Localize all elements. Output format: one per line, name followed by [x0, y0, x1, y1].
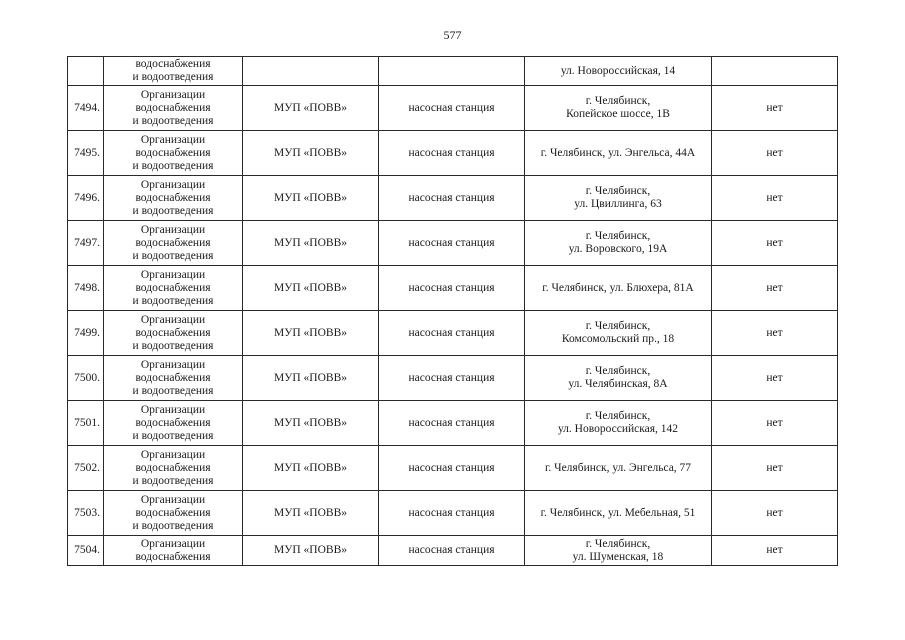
activity-line: Организации	[140, 358, 206, 371]
activity-line: и водоотведения	[132, 339, 214, 352]
organization-cell: МУП «ПОВВ»	[243, 401, 379, 446]
activity-line: Организации	[140, 493, 206, 506]
organization-cell: МУП «ПОВВ»	[243, 86, 379, 131]
activity-line: и водоотведения	[132, 519, 214, 532]
activity-line: Организации	[140, 537, 206, 550]
activity-cell	[104, 57, 243, 86]
table-row	[68, 536, 838, 566]
activity-line: водоснабжения	[135, 236, 211, 249]
row-number-cell: 7499.	[68, 311, 104, 356]
activity-line: и водоотведения	[132, 384, 214, 397]
flag-cell: нет	[712, 356, 838, 401]
address-line: г. Челябинск,	[585, 410, 651, 422]
table-row	[68, 356, 838, 401]
activity-cell	[104, 401, 243, 446]
activity-line: Организации	[140, 133, 206, 146]
organization-cell	[243, 57, 379, 86]
address-cell	[525, 131, 712, 176]
activity-cell	[104, 131, 243, 176]
flag-cell: нет	[712, 446, 838, 491]
address-line: ул. Новороссийская, 14	[560, 64, 676, 77]
row-number-cell	[68, 57, 104, 86]
row-number-cell: 7504.	[68, 536, 104, 566]
row-number-cell: 7497.	[68, 221, 104, 266]
address-cell	[525, 221, 712, 266]
table-row	[68, 176, 838, 221]
address-line: г. Челябинск, ул. Энгельса, 44А	[540, 146, 696, 159]
flag-cell: нет	[712, 266, 838, 311]
address-line: г. Челябинск,	[585, 537, 651, 550]
organization-cell: МУП «ПОВВ»	[243, 131, 379, 176]
table-body	[68, 57, 838, 566]
object-type-cell: насосная станция	[379, 356, 525, 401]
address-cell	[525, 176, 712, 221]
address-cell	[525, 86, 712, 131]
table-row	[68, 131, 838, 176]
address-line: г. Челябинск,	[585, 185, 651, 197]
flag-cell: нет	[712, 176, 838, 221]
activity-cell	[104, 491, 243, 536]
table-row	[68, 446, 838, 491]
address-cell	[525, 536, 712, 566]
organization-cell: МУП «ПОВВ»	[243, 176, 379, 221]
activity-line: Организации	[140, 268, 206, 281]
object-type-cell: насосная станция	[379, 86, 525, 131]
flag-cell: нет	[712, 536, 838, 566]
address-line: Копейское шоссе, 1В	[566, 108, 670, 120]
object-type-cell: насосная станция	[379, 491, 525, 536]
object-type-cell: насосная станция	[379, 446, 525, 491]
table-row	[68, 57, 838, 86]
address-cell	[525, 57, 712, 86]
address-line: Комсомольский пр., 18	[561, 333, 675, 345]
activity-line: Организации	[140, 403, 206, 416]
object-type-cell: насосная станция	[379, 221, 525, 266]
row-number-cell: 7495.	[68, 131, 104, 176]
object-type-cell: насосная станция	[379, 311, 525, 356]
activity-line: и водоотведения	[132, 204, 214, 217]
address-line: г. Челябинск, ул. Блюхера, 81А	[542, 281, 694, 294]
activity-line: водоснабжения	[135, 550, 211, 563]
organization-cell: МУП «ПОВВ»	[243, 446, 379, 491]
organization-cell: МУП «ПОВВ»	[243, 221, 379, 266]
address-line: г. Челябинск, ул. Мебельная, 51	[540, 506, 696, 519]
row-number-cell: 7503.	[68, 491, 104, 536]
flag-cell	[712, 57, 838, 86]
activity-line: и водоотведения	[132, 159, 214, 172]
activity-line: водоснабжения	[135, 58, 211, 70]
activity-line: водоснабжения	[135, 146, 211, 159]
page-number: 577	[443, 28, 462, 42]
object-type-cell: насосная станция	[379, 536, 525, 566]
address-cell	[525, 446, 712, 491]
organization-cell: МУП «ПОВВ»	[243, 491, 379, 536]
activity-line: и водоотведения	[132, 249, 214, 262]
address-cell	[525, 491, 712, 536]
activity-cell	[104, 536, 243, 566]
registry-table	[67, 56, 838, 566]
activity-line: и водоотведения	[132, 71, 214, 83]
activity-line: и водоотведения	[132, 474, 214, 487]
object-type-cell: насосная станция	[379, 131, 525, 176]
address-line: г. Челябинск, ул. Энгельса, 77	[544, 461, 692, 474]
activity-line: водоснабжения	[135, 281, 211, 294]
address-line: ул. Цвиллинга, 63	[574, 198, 662, 210]
row-number-cell: 7500.	[68, 356, 104, 401]
activity-line: Организации	[140, 223, 206, 236]
address-line: г. Челябинск,	[585, 365, 651, 377]
object-type-cell: насосная станция	[379, 401, 525, 446]
table-row	[68, 491, 838, 536]
row-number-cell: 7496.	[68, 176, 104, 221]
activity-line: водоснабжения	[135, 416, 211, 429]
activity-line: Организации	[140, 448, 206, 461]
address-line: ул. Новороссийская, 142	[557, 423, 679, 435]
activity-cell	[104, 266, 243, 311]
flag-cell: нет	[712, 311, 838, 356]
table-row	[68, 266, 838, 311]
address-cell	[525, 311, 712, 356]
table-row	[68, 221, 838, 266]
row-number-cell: 7501.	[68, 401, 104, 446]
flag-cell: нет	[712, 131, 838, 176]
activity-line: Организации	[140, 88, 206, 101]
flag-cell: нет	[712, 221, 838, 266]
activity-cell	[104, 221, 243, 266]
activity-line: и водоотведения	[132, 429, 214, 442]
flag-cell: нет	[712, 491, 838, 536]
object-type-cell: насосная станция	[379, 266, 525, 311]
activity-cell	[104, 176, 243, 221]
address-cell	[525, 266, 712, 311]
address-line: г. Челябинск,	[585, 95, 651, 107]
activity-line: водоснабжения	[135, 371, 211, 384]
activity-line: Организации	[140, 178, 206, 191]
organization-cell: МУП «ПОВВ»	[243, 266, 379, 311]
table-row	[68, 311, 838, 356]
activity-line: водоснабжения	[135, 461, 211, 474]
address-line: ул. Воровского, 19А	[568, 243, 668, 255]
address-line: ул. Шуменская, 18	[572, 550, 664, 563]
activity-cell	[104, 86, 243, 131]
activity-line: Организации	[140, 313, 206, 326]
activity-cell	[104, 311, 243, 356]
object-type-cell	[379, 57, 525, 86]
activity-line: водоснабжения	[135, 101, 211, 114]
activity-line: водоснабжения	[135, 506, 211, 519]
address-line: г. Челябинск,	[585, 320, 651, 332]
activity-line: водоснабжения	[135, 191, 211, 204]
row-number-cell: 7502.	[68, 446, 104, 491]
flag-cell: нет	[712, 401, 838, 446]
row-number-cell: 7494.	[68, 86, 104, 131]
flag-cell: нет	[712, 86, 838, 131]
row-number-cell: 7498.	[68, 266, 104, 311]
address-line: ул. Челябинская, 8А	[568, 378, 668, 390]
address-cell	[525, 401, 712, 446]
table-row	[68, 401, 838, 446]
organization-cell: МУП «ПОВВ»	[243, 356, 379, 401]
activity-cell	[104, 356, 243, 401]
address-cell	[525, 356, 712, 401]
object-type-cell: насосная станция	[379, 176, 525, 221]
organization-cell: МУП «ПОВВ»	[243, 536, 379, 566]
activity-line: и водоотведения	[132, 114, 214, 127]
activity-line: водоснабжения	[135, 326, 211, 339]
table-row	[68, 86, 838, 131]
activity-line: и водоотведения	[132, 294, 214, 307]
organization-cell: МУП «ПОВВ»	[243, 311, 379, 356]
address-line: г. Челябинск,	[585, 230, 651, 242]
activity-cell	[104, 446, 243, 491]
